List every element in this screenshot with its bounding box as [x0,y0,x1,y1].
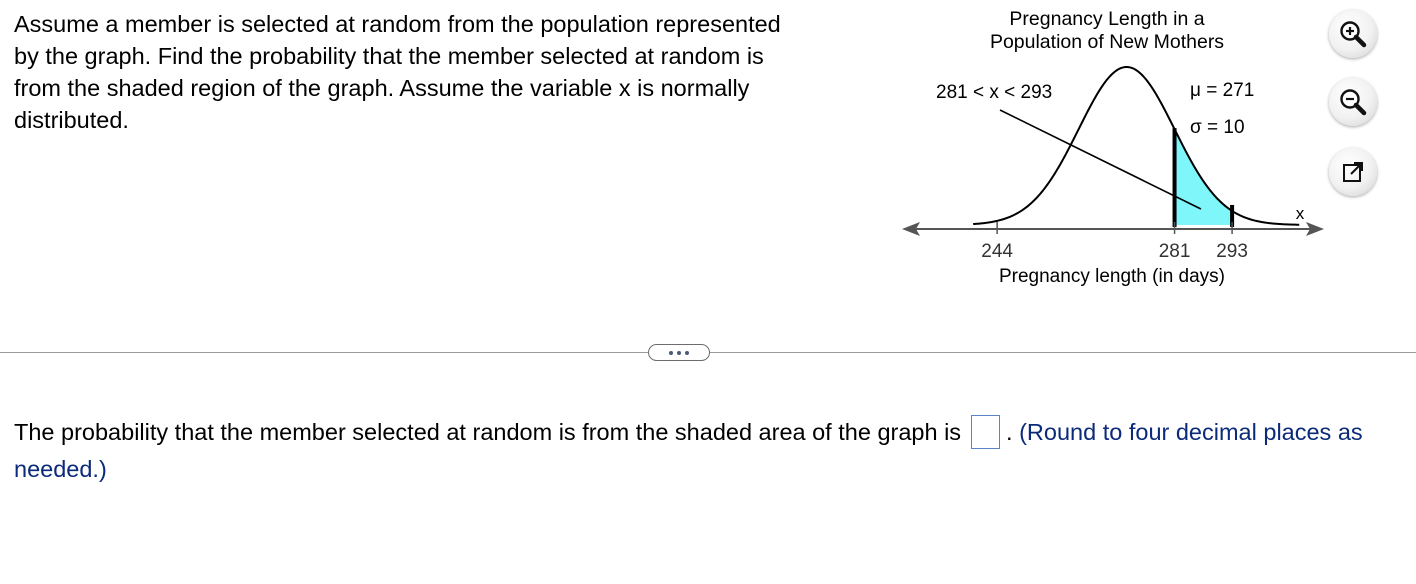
more-options-button[interactable] [648,344,710,361]
zoom-in-icon [1338,19,1368,49]
question-text: Assume a member is selected at random from the population represented by the graph. Find the probability that the member selected at random is from the shaded region of the graph. Assume the variable x is normally distributed. [14,11,781,133]
figure-title-line2: Population of New Mothers [989,31,1225,53]
x-tick-label: 281 [1158,241,1191,262]
mean-label: μ = 271 [1190,80,1255,101]
zoom-out-icon [1338,87,1368,117]
answer-period: . [1006,419,1013,445]
zoom-in-button[interactable] [1329,10,1377,58]
rounding-hint: (Round to four decimal places as needed.) [14,419,1363,482]
answer-prompt: The probability that the member selected at random is from the shaded area of the graph is [14,419,962,445]
dot [669,351,673,355]
x-tick-label: 293 [1216,241,1248,262]
shaded-region [1175,129,1233,225]
normal-distribution-figure [896,0,1332,300]
zoom-out-button[interactable] [1329,78,1377,126]
answer-input[interactable] [971,415,1000,449]
sd-label: σ = 10 [1190,117,1245,138]
open-external-button[interactable] [1329,148,1377,196]
interval-pointer-line [1000,110,1201,209]
dot [685,351,689,355]
answer-section [14,414,1404,488]
interval-label: 281 < x < 293 [936,82,1053,103]
open-external-icon [1340,159,1366,185]
dot [677,351,681,355]
x-tick-label: 244 [981,241,1013,262]
figure-title-line1: Pregnancy Length in a [1009,8,1205,30]
axis-variable-label: x [1295,204,1305,223]
x-axis-label: Pregnancy length (in days) [998,266,1226,287]
